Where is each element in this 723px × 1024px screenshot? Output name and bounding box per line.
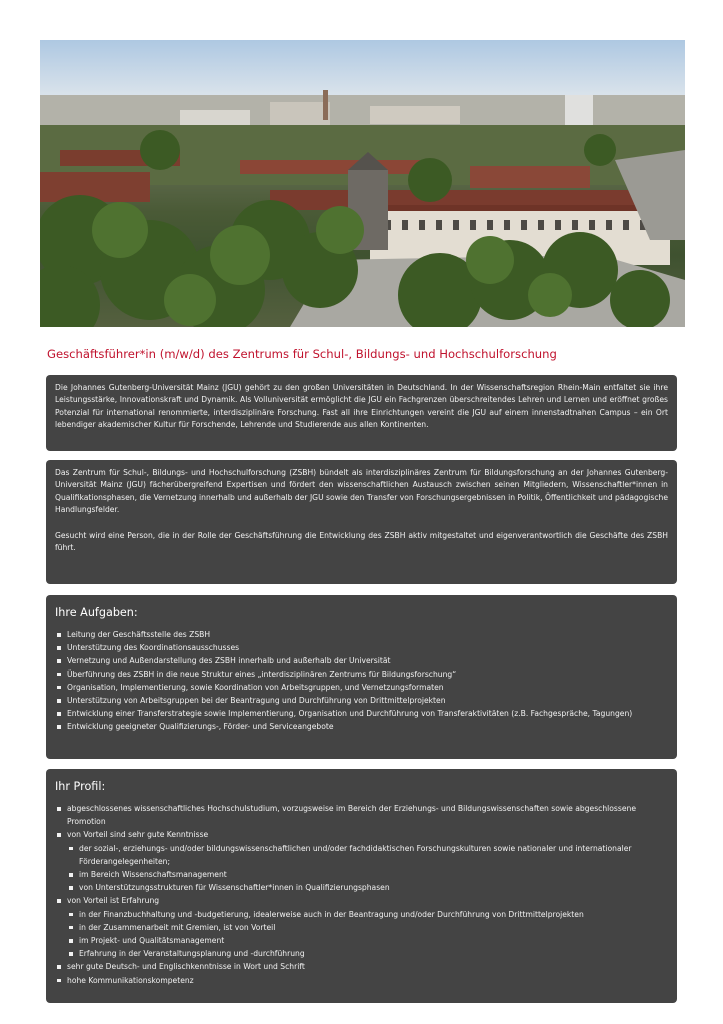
list-item: in der Zusammenarbeit mit Gremien, ist von Vorteil [55,921,668,934]
list-item: im Bereich Wissenschaftsmanagement [55,868,668,881]
list-item: im Projekt- und Qualitätsmanagement [55,934,668,947]
zsbh-card [46,460,677,584]
position-summary: Gesucht wird eine Person, die in der Rolle der Geschäftsführung die Entwicklung des ZSBH aktiv mitgestaltet und eigenverantwortlich die Geschäfte des ZSBH führt. [55,530,668,553]
zsbh-description: Das Zentrum für Schul-, Bildungs- und Hochschulforschung (ZSBH) bündelt als interdisziplinäres Zentrum für Bildungsforschung an der Johannes Gutenberg-Universität Mainz (JGU) fächerübergreifend Expertisen und fördert den wissenschaftlichen Austausch zwischen seinen Mitgliedern, Wissenschaftler*innen in Qualifikationsphasen, die Vernetzung innerhalb und außerhalb der JGU sowie den Transfer von Forschungsergebnissen in Politik, Öffentlichkeit und pädagogische Handlungsfelder. [55,468,668,515]
tasks-heading: Ihre Aufgaben: [55,606,138,619]
list-item: von Vorteil ist Erfahrung [55,894,668,907]
list-item: Organisation, Implementierung, sowie Koordination von Arbeitsgruppen, und Vernetzungsformaten [55,681,668,694]
tasks-card [46,595,677,759]
list-item: Entwicklung geeigneter Qualifizierungs-, Förder- und Serviceangebote [55,720,668,733]
profile-sublist-knowledge [55,842,668,895]
list-item: Unterstützung des Koordinationsausschusses [55,641,668,654]
list-item: Erfahrung in der Veranstaltungsplanung und -durchführung [55,947,668,960]
campus-aerial-photo-icon [40,40,685,327]
tasks-list [55,628,668,734]
list-item: von Unterstützungsstrukturen für Wissenschaftler*innen in Qualifizierungsphasen [55,881,668,894]
list-item: Überführung des ZSBH in die neue Struktur eines „interdisziplinären Zentrums für Bildungsforschung“ [55,668,668,681]
profile-card [46,769,677,1003]
list-item: Vernetzung und Außendarstellung des ZSBH innerhalb und außerhalb der Universität [55,654,668,667]
profile-list-cont [55,894,668,907]
list-item: Leitung der Geschäftsstelle des ZSBH [55,628,668,641]
profile-sublist-experience [55,908,668,961]
list-item: der sozial-, erziehungs- und/oder bildungswissenschaftlichen und/oder fachdidaktischen Forschungskulturen sowie nationaler und internationaler Förderangelegenheiten; [55,842,668,868]
profile-heading: Ihr Profil: [55,780,106,793]
list-item: von Vorteil sind sehr gute Kenntnisse [55,828,668,841]
list-item: abgeschlossenes wissenschaftliches Hochschulstudium, vorzugsweise im Bereich der Erziehungs- und Bildungswissenschaften sowie abgeschlossene Promotion [55,802,668,828]
list-item: sehr gute Deutsch- und Englischkenntnisse in Wort und Schrift [55,960,668,973]
intro-text: Die Johannes Gutenberg-Universität Mainz (JGU) gehört zu den großen Universitäten in Deutschland. In der Wissenschaftsregion Rhein-Main entfaltet sie ihre Leistungsstärke, Innovationskraft und Dynamik. Als Volluniversität ermöglicht die JGU ein Fachgrenzen überschreitendes Lehren und Lernen und eröffnet großes Potenzial für international renommierte, interdisziplinäre Forschung. Fast all ihre Einrichtungen vereint die JGU auf einem innenstadtnahen Campus – ein Ort lebendiger akademischer Kultur für Forschende, Lehrende und Studierende aus allen Kontinenten. [55,383,668,430]
profile-list [55,802,668,842]
list-item: hohe Kommunikationskompetenz [55,974,668,987]
profile-list-end [55,960,668,986]
list-item: Unterstützung von Arbeitsgruppen bei der Beantragung und Durchführung von Drittmittelprojekten [55,694,668,707]
campus-aerial-photo [40,40,685,327]
list-item: Entwicklung einer Transferstrategie sowie Implementierung, Organisation und Durchführung von Transferaktivitäten (z.B. Fachgespräche, Tagungen) [55,707,668,720]
page-title: Geschäftsführer*in (m/w/d) des Zentrums für Schul-, Bildungs- und Hochschulforschung [47,347,557,361]
list-item: in der Finanzbuchhaltung und -budgetierung, idealerweise auch in der Beantragung und/oder Durchführung von Drittmittelprojekten [55,908,668,921]
intro-card [46,375,677,451]
